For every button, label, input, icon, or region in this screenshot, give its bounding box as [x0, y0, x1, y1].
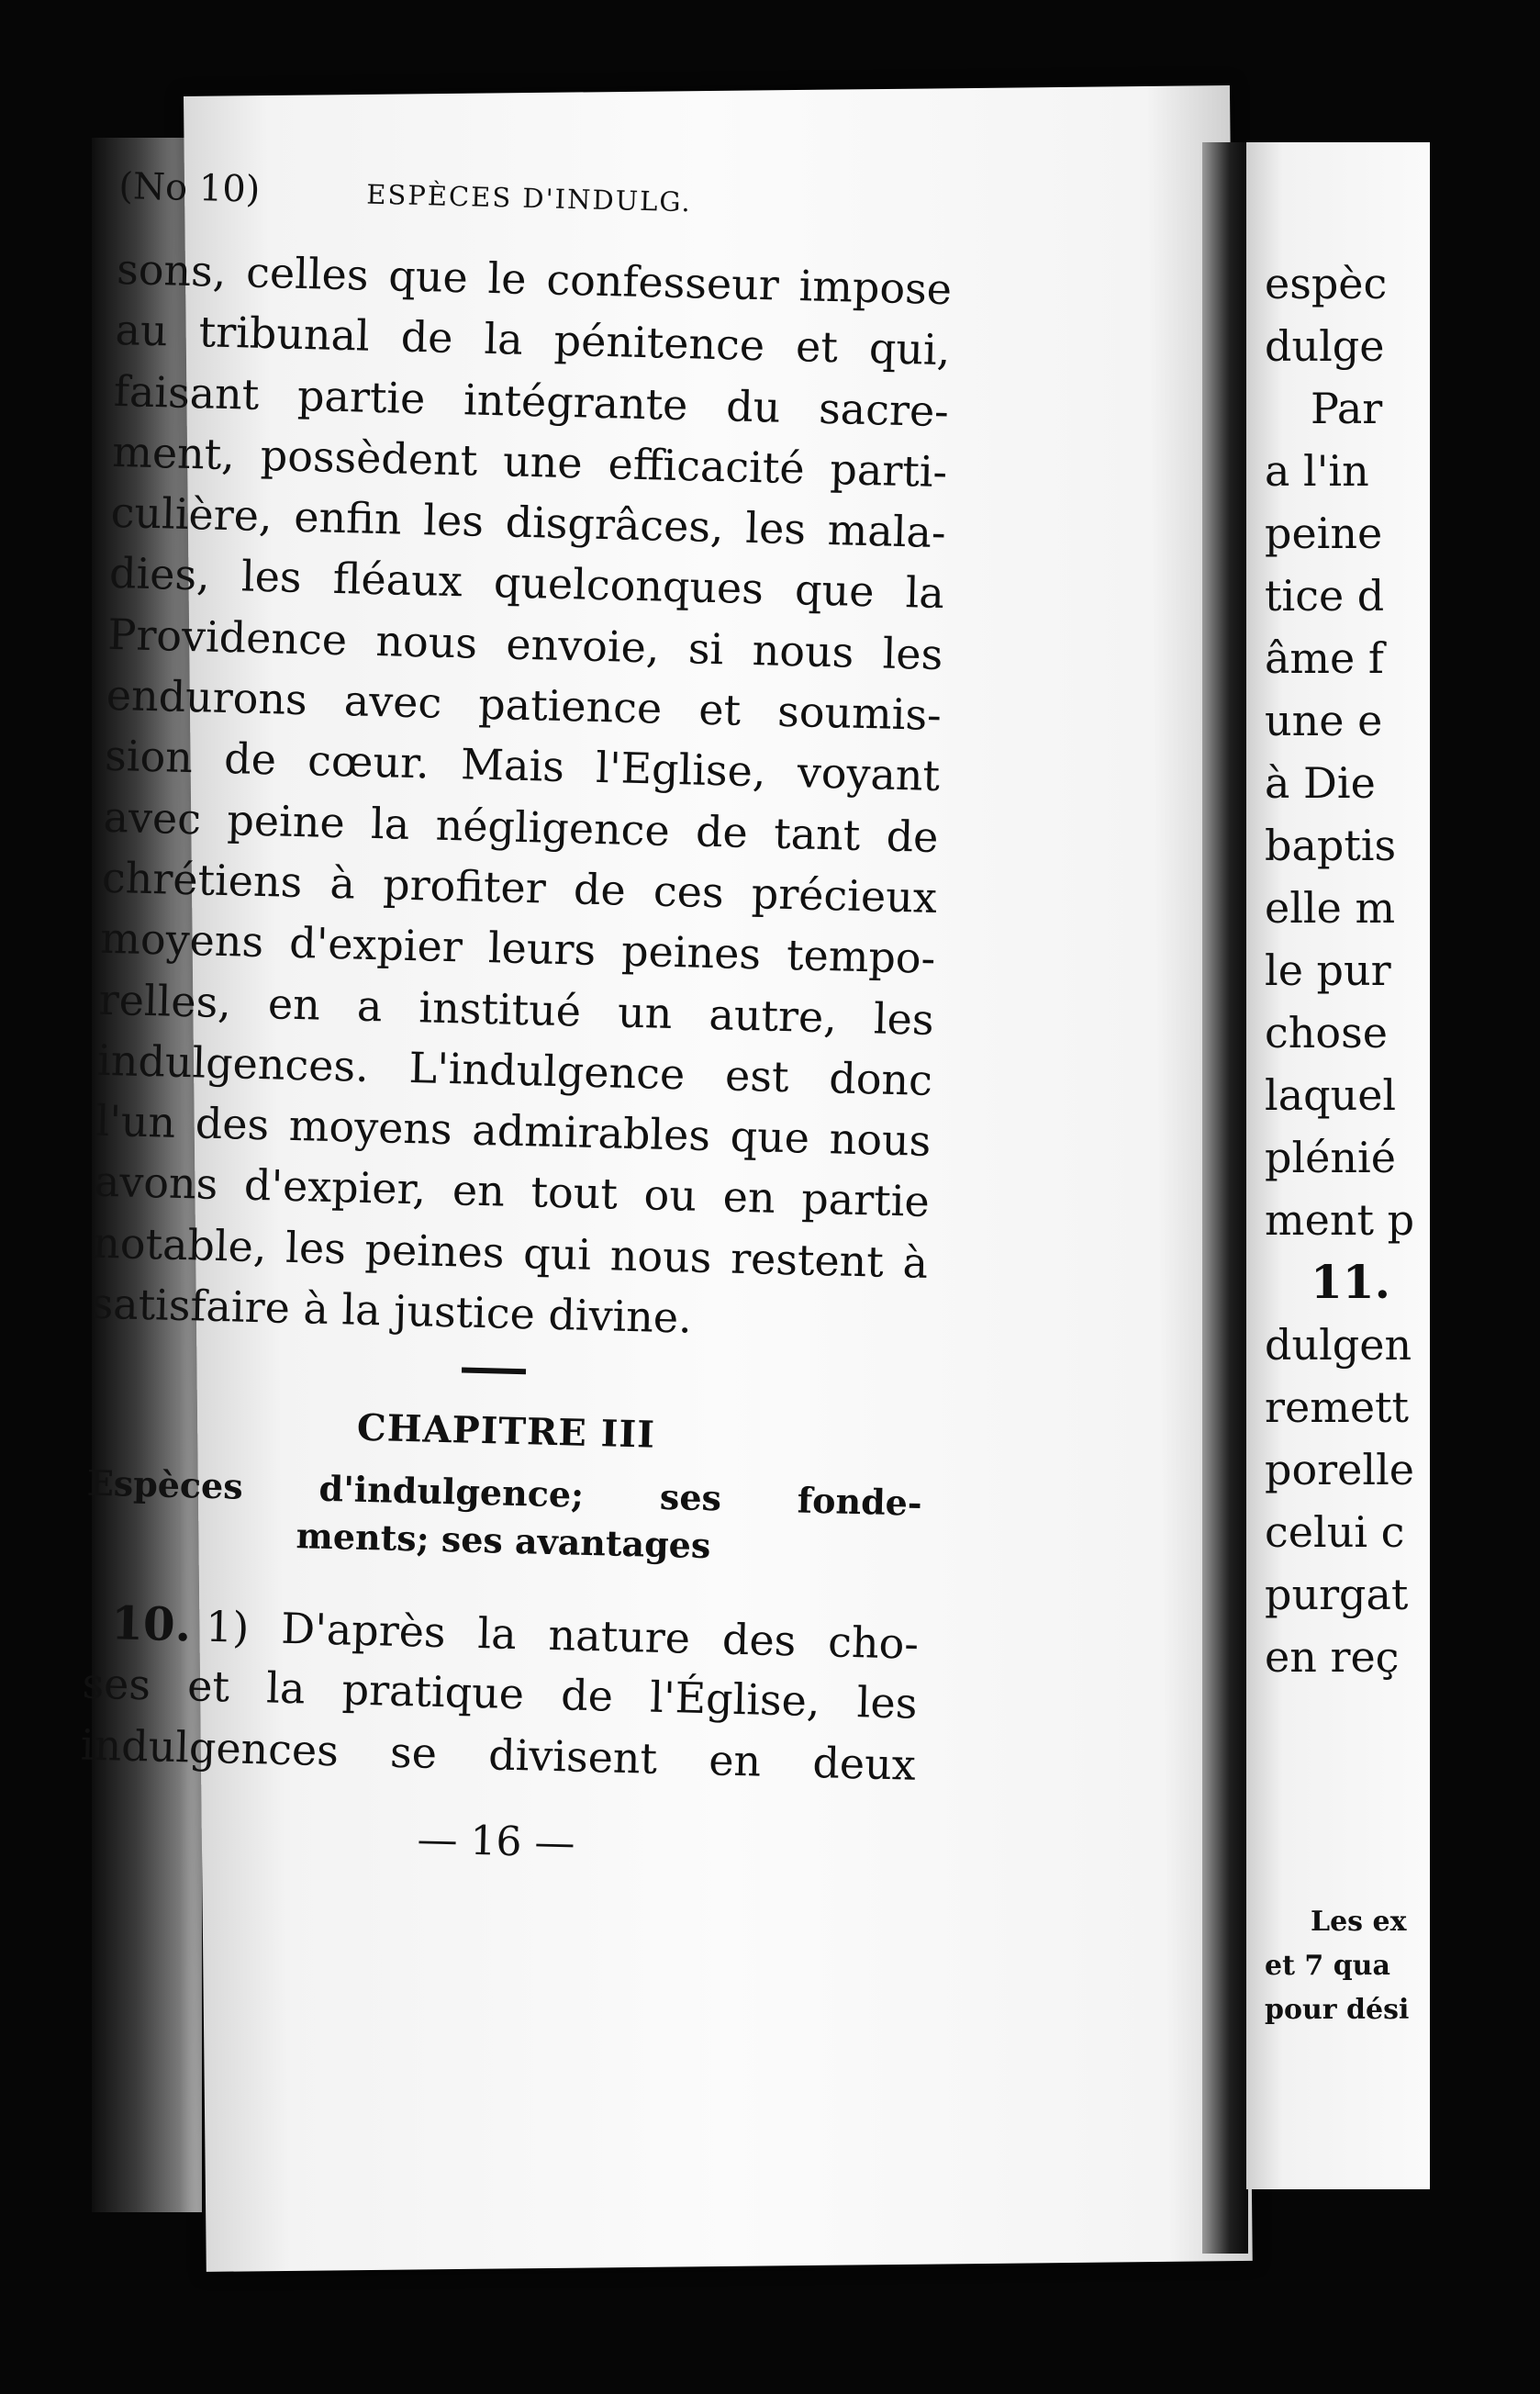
text-line: laquel [1265, 1070, 1397, 1120]
text-line: Par [1311, 384, 1383, 433]
text-line: indulgences. L'indulgence est donc [96, 1035, 933, 1105]
text-line: avons d'expier, en tout ou en partie [94, 1157, 931, 1227]
text-line: âme f [1265, 633, 1384, 683]
section-paragraph [80, 1593, 920, 1796]
text-line: ment, possèdent une efficacité parti- [111, 426, 948, 498]
text-line: notable, les peines qui nous restent à [92, 1217, 929, 1288]
text-line: dies, les fléaux quelconques que la [108, 548, 945, 619]
text-line: culière, enfin les disgrâces, les mala- [110, 487, 947, 558]
text-line: baptis [1265, 821, 1397, 870]
running-head-number: (No 10) [117, 165, 261, 211]
text-line: indulgences se divisent en deux [80, 1719, 917, 1790]
text-line: peine [1265, 509, 1383, 558]
section-number: 10. [110, 1595, 192, 1652]
section-number: 11. [1311, 1255, 1390, 1309]
text-line: elle m [1265, 883, 1396, 933]
text-line: une e [1265, 696, 1383, 745]
running-head-title: ESPÈCES D'INDULG. [365, 178, 693, 218]
text-line: tice d [1265, 571, 1385, 621]
page-number: — 16 — [416, 1816, 576, 1867]
text-line: moyens d'expier leurs peines tempo- [99, 913, 936, 984]
text-line: a l'in [1265, 446, 1369, 496]
text-line: à Die [1265, 758, 1376, 808]
text-line: purgat [1265, 1570, 1409, 1619]
text-line: dulgen [1265, 1320, 1412, 1370]
chapter-subtitle [85, 1460, 922, 1575]
text-line: relles, en a institué un autre, les [98, 974, 935, 1045]
text-line: dulge [1265, 321, 1385, 371]
book-gutter [1202, 142, 1248, 2254]
text-line: l'un des moyens admirables que nous [95, 1095, 932, 1167]
text-line: satisfaire à la justice divine. [91, 1278, 693, 1343]
text-line: faisant partie intégrante du sacre- [113, 365, 950, 436]
text-line: sion de cœur. Mais l'Eglise, voyant [104, 731, 941, 801]
footnote-line: pour dési [1265, 1994, 1410, 2026]
text-line: ses et la pratique de l'Église, les [81, 1658, 918, 1729]
text-line: celui c [1265, 1507, 1405, 1557]
chapter-title: CHAPITRE III [356, 1405, 656, 1457]
text-line: avec peine la négligence de tant de [103, 791, 940, 862]
text-line: endurons avec patience et soumis- [106, 669, 943, 741]
text-line: espèc [1265, 259, 1388, 308]
text-line: au tribunal de la pénitence et qui, [114, 305, 952, 375]
text-line: porelle [1265, 1445, 1414, 1494]
text-line: ment p [1265, 1195, 1415, 1245]
footnote-line: et 7 qua [1265, 1950, 1390, 1982]
text-line: chose [1265, 1008, 1388, 1057]
right-page-text [1265, 252, 1540, 1688]
text-line: Providence nous envoie, si nous les [106, 609, 943, 679]
right-page [1246, 142, 1430, 2189]
text-line: remett [1265, 1382, 1410, 1432]
text-line: en reç [1265, 1632, 1400, 1682]
text-line: le pur [1265, 945, 1391, 995]
chapter-subtitle-line: Espèces d'indulgence; ses fonde- [86, 1461, 923, 1524]
chapter-subtitle-line: ments; ses avantages [296, 1515, 711, 1567]
right-page-footnote [1265, 1900, 1540, 2032]
footnote-line: Les ex [1311, 1906, 1407, 1938]
text-line: 1) D'après la nature des cho- [205, 1601, 920, 1669]
body-paragraph [91, 239, 953, 1354]
text-line: sons, celles que le confesseur impose [116, 243, 953, 315]
text-line: chrétiens à profiter de ces précieux [101, 852, 938, 923]
text-line: plénié [1265, 1133, 1396, 1182]
